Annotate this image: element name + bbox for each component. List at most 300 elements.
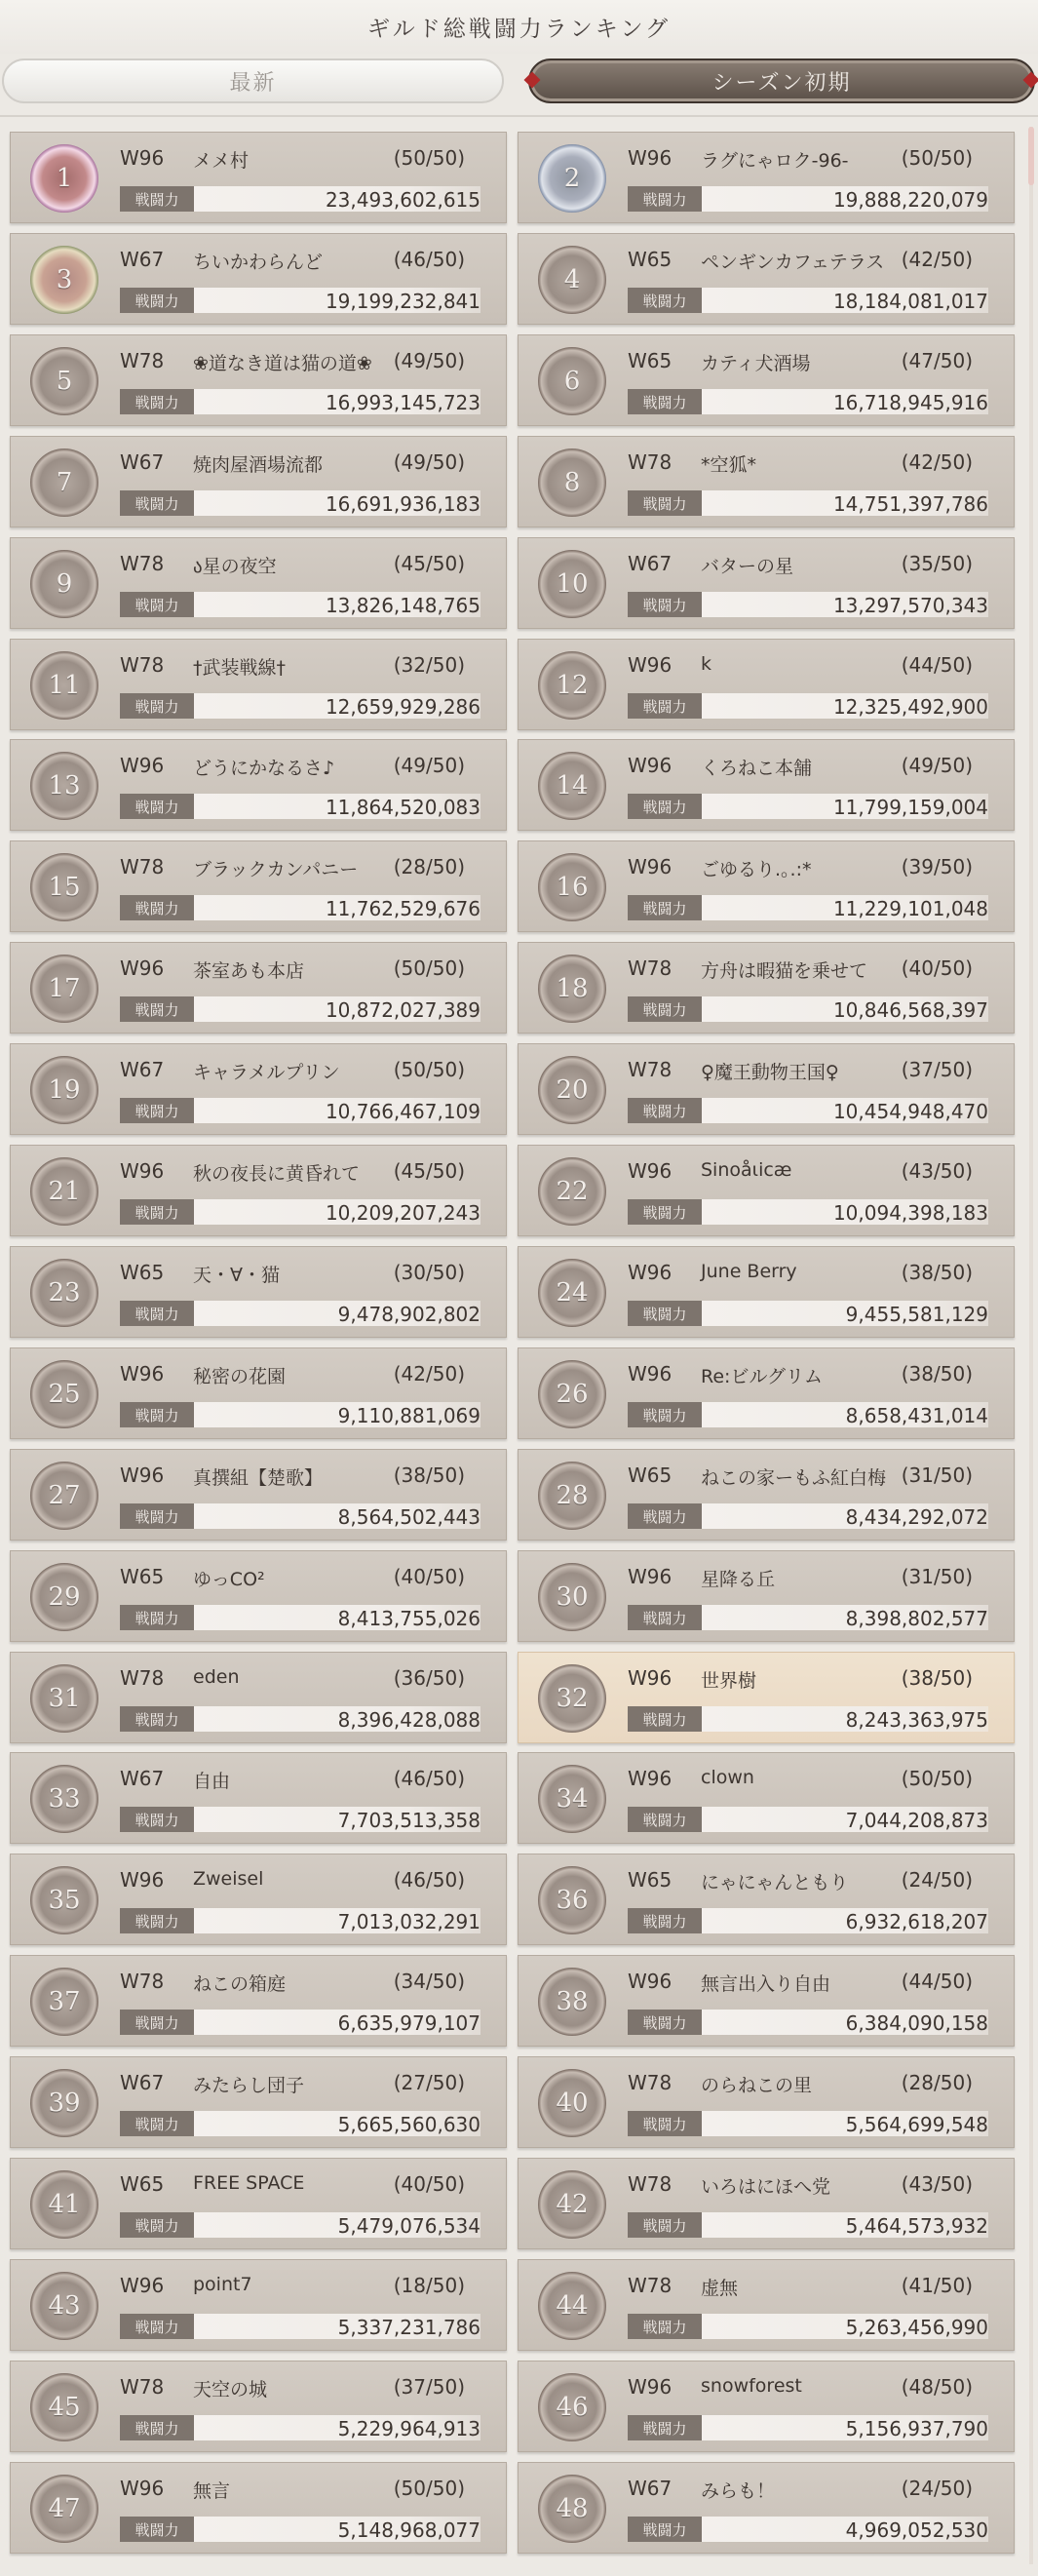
rank-number: 28 — [556, 1481, 589, 1510]
guild-card[interactable] — [10, 739, 507, 831]
rank-number: 23 — [48, 1278, 81, 1308]
member-count: (27/50) — [393, 2071, 465, 2094]
power-label: 戦闘力 — [628, 1199, 702, 1225]
power-bar — [628, 895, 988, 920]
guild-card[interactable] — [10, 1854, 507, 1945]
rank-number: 22 — [556, 1177, 589, 1206]
power-label: 戦闘力 — [120, 1402, 194, 1427]
member-count: (40/50) — [901, 956, 973, 980]
power-bar — [628, 186, 988, 212]
guild-card[interactable] — [518, 1246, 1015, 1338]
power-label: 戦闘力 — [120, 895, 194, 920]
guild-card[interactable] — [10, 1043, 507, 1135]
guild-world: W78 — [628, 2172, 673, 2196]
guild-world: W78 — [120, 552, 165, 575]
power-value: 10,846,568,397 — [832, 998, 988, 1022]
rank-badge — [30, 752, 98, 820]
guild-world: W96 — [120, 1362, 165, 1386]
rank-badge — [30, 144, 98, 213]
guild-world: W96 — [120, 2274, 165, 2297]
scrollbar-thumb[interactable] — [1028, 127, 1034, 185]
guild-card[interactable] — [518, 1854, 1015, 1945]
guild-name: Re:ビルグリム — [701, 1366, 824, 1387]
rank-number: 6 — [563, 367, 581, 396]
guild-card[interactable] — [10, 1246, 507, 1338]
rank-number: 8 — [563, 468, 581, 497]
member-count: (43/50) — [901, 1159, 973, 1183]
rank-number: 1 — [56, 164, 73, 193]
guild-world: W96 — [628, 1261, 673, 1284]
rank-badge — [30, 955, 98, 1023]
member-count: (44/50) — [901, 1970, 973, 1993]
power-value: 12,325,492,900 — [832, 695, 988, 719]
rank-badge — [30, 1765, 98, 1833]
guild-name: ♀魔王動物王国♀ — [701, 1062, 839, 1083]
power-value: 8,413,755,026 — [337, 1607, 481, 1630]
guild-name: 秋の夜長に黄昏れて — [193, 1163, 361, 1185]
guild-card[interactable] — [10, 2259, 507, 2351]
power-bar — [628, 1807, 988, 1832]
rank-number: 46 — [556, 2393, 589, 2422]
power-value: 9,478,902,802 — [337, 1303, 481, 1326]
power-label: 戦闘力 — [120, 2010, 194, 2035]
power-value: 16,993,145,723 — [325, 391, 481, 414]
guild-world: W96 — [120, 956, 165, 980]
member-count: (43/50) — [901, 2172, 973, 2196]
rank-number: 37 — [48, 1987, 81, 2016]
rank-badge — [30, 2272, 98, 2340]
power-label: 戦闘力 — [120, 2314, 194, 2339]
guild-card[interactable] — [10, 1145, 507, 1236]
guild-name: Zweisel — [193, 1868, 264, 1890]
rank-number: 10 — [556, 569, 589, 599]
guild-card[interactable] — [10, 2462, 507, 2554]
power-bar — [628, 1503, 988, 1529]
member-count: (35/50) — [901, 552, 973, 575]
rank-badge — [538, 1563, 606, 1631]
rank-badge — [538, 347, 606, 415]
power-bar — [120, 2212, 481, 2238]
rank-badge — [538, 1664, 606, 1733]
guild-name: 方舟は暇猫を乗せて — [701, 960, 868, 982]
guild-card[interactable] — [10, 1550, 507, 1642]
rank-number: 43 — [48, 2291, 81, 2321]
guild-name: 天空の城 — [193, 2379, 268, 2400]
power-bar — [628, 794, 988, 819]
member-count: (42/50) — [901, 450, 973, 474]
guild-card[interactable] — [518, 840, 1015, 932]
guild-card[interactable] — [518, 2259, 1015, 2351]
rank-number: 4 — [563, 265, 581, 294]
power-label: 戦闘力 — [120, 288, 194, 313]
guild-card[interactable] — [518, 739, 1015, 831]
rank-badge — [30, 1259, 98, 1327]
power-label: 戦闘力 — [628, 186, 702, 212]
member-count: (46/50) — [393, 248, 465, 271]
guild-card[interactable] — [10, 1347, 507, 1439]
scrollbar-track[interactable] — [1029, 127, 1033, 2564]
guild-world: W67 — [120, 248, 165, 271]
rank-number: 3 — [56, 265, 73, 294]
guild-card[interactable] — [518, 1955, 1015, 2047]
power-value: 7,703,513,358 — [337, 1809, 481, 1832]
power-label: 戦闘力 — [628, 996, 702, 1022]
power-value: 5,464,573,932 — [845, 2214, 988, 2238]
power-label: 戦闘力 — [120, 1503, 194, 1529]
rank-number: 19 — [48, 1075, 81, 1105]
guild-world: W96 — [628, 1159, 673, 1183]
power-label: 戦闘力 — [628, 2212, 702, 2238]
guild-card[interactable] — [518, 334, 1015, 426]
member-count: (38/50) — [901, 1666, 973, 1690]
power-bar — [628, 1605, 988, 1630]
member-count: (37/50) — [901, 1058, 973, 1081]
guild-world: W96 — [628, 2375, 673, 2399]
guild-name: k — [701, 653, 712, 675]
rank-badge — [30, 550, 98, 618]
rank-number: 12 — [556, 671, 589, 700]
rank-number: 47 — [48, 2494, 81, 2523]
rank-number: 2 — [563, 164, 581, 193]
guild-world: W78 — [120, 349, 165, 372]
guild-card[interactable] — [518, 2056, 1015, 2148]
guild-card[interactable] — [10, 1652, 507, 1743]
guild-card[interactable] — [518, 1652, 1015, 1743]
power-value: 8,434,292,072 — [845, 1505, 988, 1529]
power-label: 戦闘力 — [628, 490, 702, 516]
power-value: 6,932,618,207 — [845, 1910, 988, 1933]
guild-card[interactable] — [518, 132, 1015, 223]
power-value: 10,766,467,109 — [325, 1100, 481, 1123]
guild-name: point7 — [193, 2274, 252, 2295]
power-bar — [120, 389, 481, 414]
power-label: 戦闘力 — [628, 2111, 702, 2136]
power-value: 8,658,431,014 — [845, 1404, 988, 1427]
guild-card[interactable] — [518, 2158, 1015, 2249]
member-count: (50/50) — [393, 1058, 465, 1081]
guild-name: †武装戦線† — [193, 657, 287, 679]
guild-card[interactable] — [518, 639, 1015, 730]
guild-card[interactable] — [518, 233, 1015, 325]
tab-latest[interactable]: 最新 — [2, 59, 504, 103]
power-bar — [120, 2415, 481, 2440]
rank-badge — [30, 1968, 98, 2036]
rank-number: 26 — [556, 1380, 589, 1409]
guild-name: Sinoåɩicæ — [701, 1159, 792, 1181]
rank-badge — [538, 144, 606, 213]
guild-card[interactable] — [518, 1043, 1015, 1135]
power-bar — [120, 490, 481, 516]
guild-name: eden — [193, 1666, 240, 1688]
member-count: (18/50) — [393, 2274, 465, 2297]
guild-name: 自由 — [193, 1771, 231, 1792]
guild-name: 秘密の花園 — [193, 1366, 287, 1387]
member-count: (39/50) — [901, 855, 973, 878]
power-label: 戦闘力 — [628, 693, 702, 719]
power-label: 戦闘力 — [628, 1402, 702, 1427]
guild-name: ゆっCO² — [193, 1569, 265, 1590]
rank-number: 45 — [48, 2393, 81, 2422]
power-value: 8,396,428,088 — [337, 1708, 481, 1732]
power-value: 18,184,081,017 — [832, 290, 988, 313]
power-label: 戦闘力 — [628, 2517, 702, 2542]
power-bar — [628, 2111, 988, 2136]
rank-badge — [538, 1259, 606, 1327]
member-count: (32/50) — [393, 653, 465, 677]
rank-badge — [30, 2069, 98, 2137]
guild-world: W78 — [120, 1666, 165, 1690]
member-count: (50/50) — [393, 146, 465, 170]
member-count: (45/50) — [393, 552, 465, 575]
power-label: 戦闘力 — [120, 2415, 194, 2440]
power-label: 戦闘力 — [628, 1706, 702, 1732]
tab-season-start[interactable]: シーズン初期 — [528, 59, 1035, 103]
power-bar — [120, 2010, 481, 2035]
rank-number: 34 — [556, 1784, 589, 1814]
guild-world: W96 — [628, 146, 673, 170]
power-bar — [120, 1605, 481, 1630]
rank-number: 24 — [556, 1278, 589, 1308]
guild-world: W78 — [120, 653, 165, 677]
power-label: 戦闘力 — [120, 794, 194, 819]
power-bar — [628, 389, 988, 414]
guild-name: ねこの箱庭 — [193, 1973, 287, 1995]
power-value: 12,659,929,286 — [325, 695, 481, 719]
rank-number: 5 — [56, 367, 73, 396]
power-bar — [628, 2517, 988, 2542]
guild-card[interactable] — [10, 436, 507, 527]
power-label: 戦闘力 — [120, 693, 194, 719]
rank-number: 13 — [48, 771, 81, 800]
power-label: 戦闘力 — [628, 1908, 702, 1933]
power-bar — [120, 1402, 481, 1427]
power-value: 13,297,570,343 — [832, 594, 988, 617]
guild-world: W96 — [120, 754, 165, 777]
member-count: (38/50) — [901, 1261, 973, 1284]
rank-number: 25 — [48, 1380, 81, 1409]
guild-card[interactable] — [10, 840, 507, 932]
page-title: ギルド総戦闘力ランキング — [366, 17, 672, 42]
power-label: 戦闘力 — [120, 592, 194, 617]
guild-world: W78 — [628, 1058, 673, 1081]
rank-number: 38 — [556, 1987, 589, 2016]
guild-card[interactable] — [518, 1449, 1015, 1541]
member-count: (48/50) — [901, 2375, 973, 2399]
power-label: 戦闘力 — [628, 2415, 702, 2440]
guild-world: W67 — [120, 1058, 165, 1081]
rank-badge — [30, 347, 98, 415]
guild-card[interactable] — [10, 2056, 507, 2148]
guild-card[interactable] — [10, 1955, 507, 2047]
rank-badge — [30, 1563, 98, 1631]
member-count: (49/50) — [393, 349, 465, 372]
rank-badge — [538, 1462, 606, 1530]
guild-name: ペンギンカフェテラス — [701, 252, 885, 273]
power-label: 戦闘力 — [628, 288, 702, 313]
guild-world: W67 — [120, 450, 165, 474]
rank-badge — [538, 2373, 606, 2441]
power-label: 戦闘力 — [120, 996, 194, 1022]
power-value: 6,635,979,107 — [337, 2011, 481, 2035]
power-value: 7,044,208,873 — [845, 1809, 988, 1832]
rank-number: 27 — [48, 1481, 81, 1510]
rank-badge — [538, 246, 606, 314]
member-count: (36/50) — [393, 1666, 465, 1690]
guild-card[interactable] — [518, 436, 1015, 527]
rank-badge — [30, 2170, 98, 2239]
guild-name: 無言 — [193, 2480, 231, 2502]
guild-name: ა星の夜空 — [193, 556, 277, 577]
guild-world: W65 — [628, 1464, 673, 1487]
power-bar — [120, 1503, 481, 1529]
guild-card[interactable] — [10, 132, 507, 223]
power-bar — [120, 794, 481, 819]
member-count: (47/50) — [901, 349, 973, 372]
power-bar — [628, 1908, 988, 1933]
guild-world: W96 — [120, 146, 165, 170]
guild-card[interactable] — [518, 537, 1015, 629]
guild-world: W78 — [628, 450, 673, 474]
guild-name: メメ村 — [193, 150, 250, 172]
power-label: 戦闘力 — [120, 1807, 194, 1832]
member-count: (38/50) — [393, 1464, 465, 1487]
power-bar — [628, 1098, 988, 1123]
rank-badge — [538, 1360, 606, 1428]
power-label: 戦闘力 — [120, 2212, 194, 2238]
rank-badge — [538, 2272, 606, 2340]
member-count: (31/50) — [901, 1464, 973, 1487]
rank-badge — [30, 1462, 98, 1530]
rank-number: 20 — [556, 1075, 589, 1105]
rank-number: 41 — [48, 2190, 81, 2219]
rank-badge — [538, 2170, 606, 2239]
guild-name: 無言出入り自由 — [701, 1973, 831, 1995]
power-bar — [628, 2314, 988, 2339]
member-count: (49/50) — [901, 754, 973, 777]
guild-name: clown — [701, 1767, 754, 1788]
power-value: 9,455,581,129 — [845, 1303, 988, 1326]
member-count: (50/50) — [393, 2477, 465, 2500]
guild-card[interactable] — [10, 2361, 507, 2452]
guild-world: W67 — [628, 2477, 673, 2500]
guild-card[interactable] — [10, 1449, 507, 1541]
guild-name: くろねこ本舗 — [701, 758, 813, 779]
rank-number: 32 — [556, 1684, 589, 1713]
guild-name: June Berry — [701, 1261, 797, 1282]
power-value: 11,864,520,083 — [325, 796, 481, 819]
power-label: 戦闘力 — [628, 1098, 702, 1123]
guild-world: W96 — [628, 653, 673, 677]
rank-number: 39 — [48, 2088, 81, 2118]
guild-card[interactable] — [10, 639, 507, 730]
guild-world: W96 — [120, 2477, 165, 2500]
member-count: (34/50) — [393, 1970, 465, 1993]
power-label: 戦闘力 — [120, 1301, 194, 1326]
guild-name: ごゆるり.｡.:* — [701, 859, 812, 880]
guild-name: 天・∀・猫 — [193, 1265, 280, 1286]
rank-badge — [30, 651, 98, 720]
power-bar — [120, 1098, 481, 1123]
guild-name: ❀道なき道は猫の道❀ — [193, 353, 372, 374]
guild-card[interactable] — [10, 2158, 507, 2249]
guild-card[interactable] — [518, 1145, 1015, 1236]
member-count: (50/50) — [393, 956, 465, 980]
member-count: (31/50) — [901, 1565, 973, 1588]
guild-world: W65 — [120, 1261, 165, 1284]
member-count: (38/50) — [901, 1362, 973, 1386]
power-bar — [628, 1402, 988, 1427]
power-bar — [120, 1706, 481, 1732]
guild-card[interactable] — [518, 1550, 1015, 1642]
member-count: (42/50) — [393, 1362, 465, 1386]
guild-name: ラグにゃロク-96- — [701, 150, 849, 172]
member-count: (28/50) — [393, 855, 465, 878]
power-value: 11,799,159,004 — [832, 796, 988, 819]
member-count: (46/50) — [393, 1868, 465, 1892]
power-bar — [628, 1301, 988, 1326]
guild-card[interactable] — [10, 537, 507, 629]
rank-badge — [30, 853, 98, 921]
rank-badge — [538, 550, 606, 618]
power-label: 戦闘力 — [120, 1706, 194, 1732]
power-label: 戦闘力 — [120, 186, 194, 212]
rank-badge — [30, 1866, 98, 1934]
guild-name: どうにかなるさ♪ — [193, 758, 335, 779]
rank-badge — [30, 1157, 98, 1226]
guild-world: W78 — [628, 956, 673, 980]
guild-card[interactable] — [10, 942, 507, 1034]
guild-card[interactable] — [10, 1752, 507, 1844]
power-value: 8,243,363,975 — [845, 1708, 988, 1732]
power-value: 19,888,220,079 — [832, 188, 988, 212]
power-value: 11,229,101,048 — [832, 897, 988, 920]
power-label: 戦闘力 — [628, 1503, 702, 1529]
power-label: 戦闘力 — [628, 2314, 702, 2339]
power-bar — [120, 1301, 481, 1326]
guild-card[interactable] — [518, 942, 1015, 1034]
guild-card[interactable] — [518, 1752, 1015, 1844]
member-count: (24/50) — [901, 1868, 973, 1892]
guild-world: W96 — [628, 754, 673, 777]
member-count: (45/50) — [393, 1159, 465, 1183]
guild-card[interactable] — [518, 1347, 1015, 1439]
rank-badge — [30, 2475, 98, 2543]
guild-card[interactable] — [10, 334, 507, 426]
member-count: (37/50) — [393, 2375, 465, 2399]
guild-world: W67 — [120, 1767, 165, 1790]
power-label: 戦闘力 — [120, 1908, 194, 1933]
rank-number: 36 — [556, 1886, 589, 1915]
guild-card[interactable] — [518, 2361, 1015, 2452]
power-bar — [628, 490, 988, 516]
guild-world: W78 — [120, 1970, 165, 1993]
power-bar — [628, 2212, 988, 2238]
power-label: 戦闘力 — [628, 592, 702, 617]
power-label: 戦闘力 — [628, 794, 702, 819]
rank-badge — [538, 1056, 606, 1124]
guild-card[interactable] — [518, 2462, 1015, 2554]
rank-number: 48 — [556, 2494, 589, 2523]
guild-name: みたらし団子 — [193, 2075, 305, 2096]
guild-name: バターの星 — [701, 556, 794, 577]
guild-world: W96 — [628, 1666, 673, 1690]
rank-badge — [538, 1968, 606, 2036]
rank-badge — [538, 2475, 606, 2543]
guild-card[interactable] — [10, 233, 507, 325]
rank-number: 16 — [556, 873, 589, 902]
guild-world: W65 — [120, 1565, 165, 1588]
rank-badge — [30, 1664, 98, 1733]
